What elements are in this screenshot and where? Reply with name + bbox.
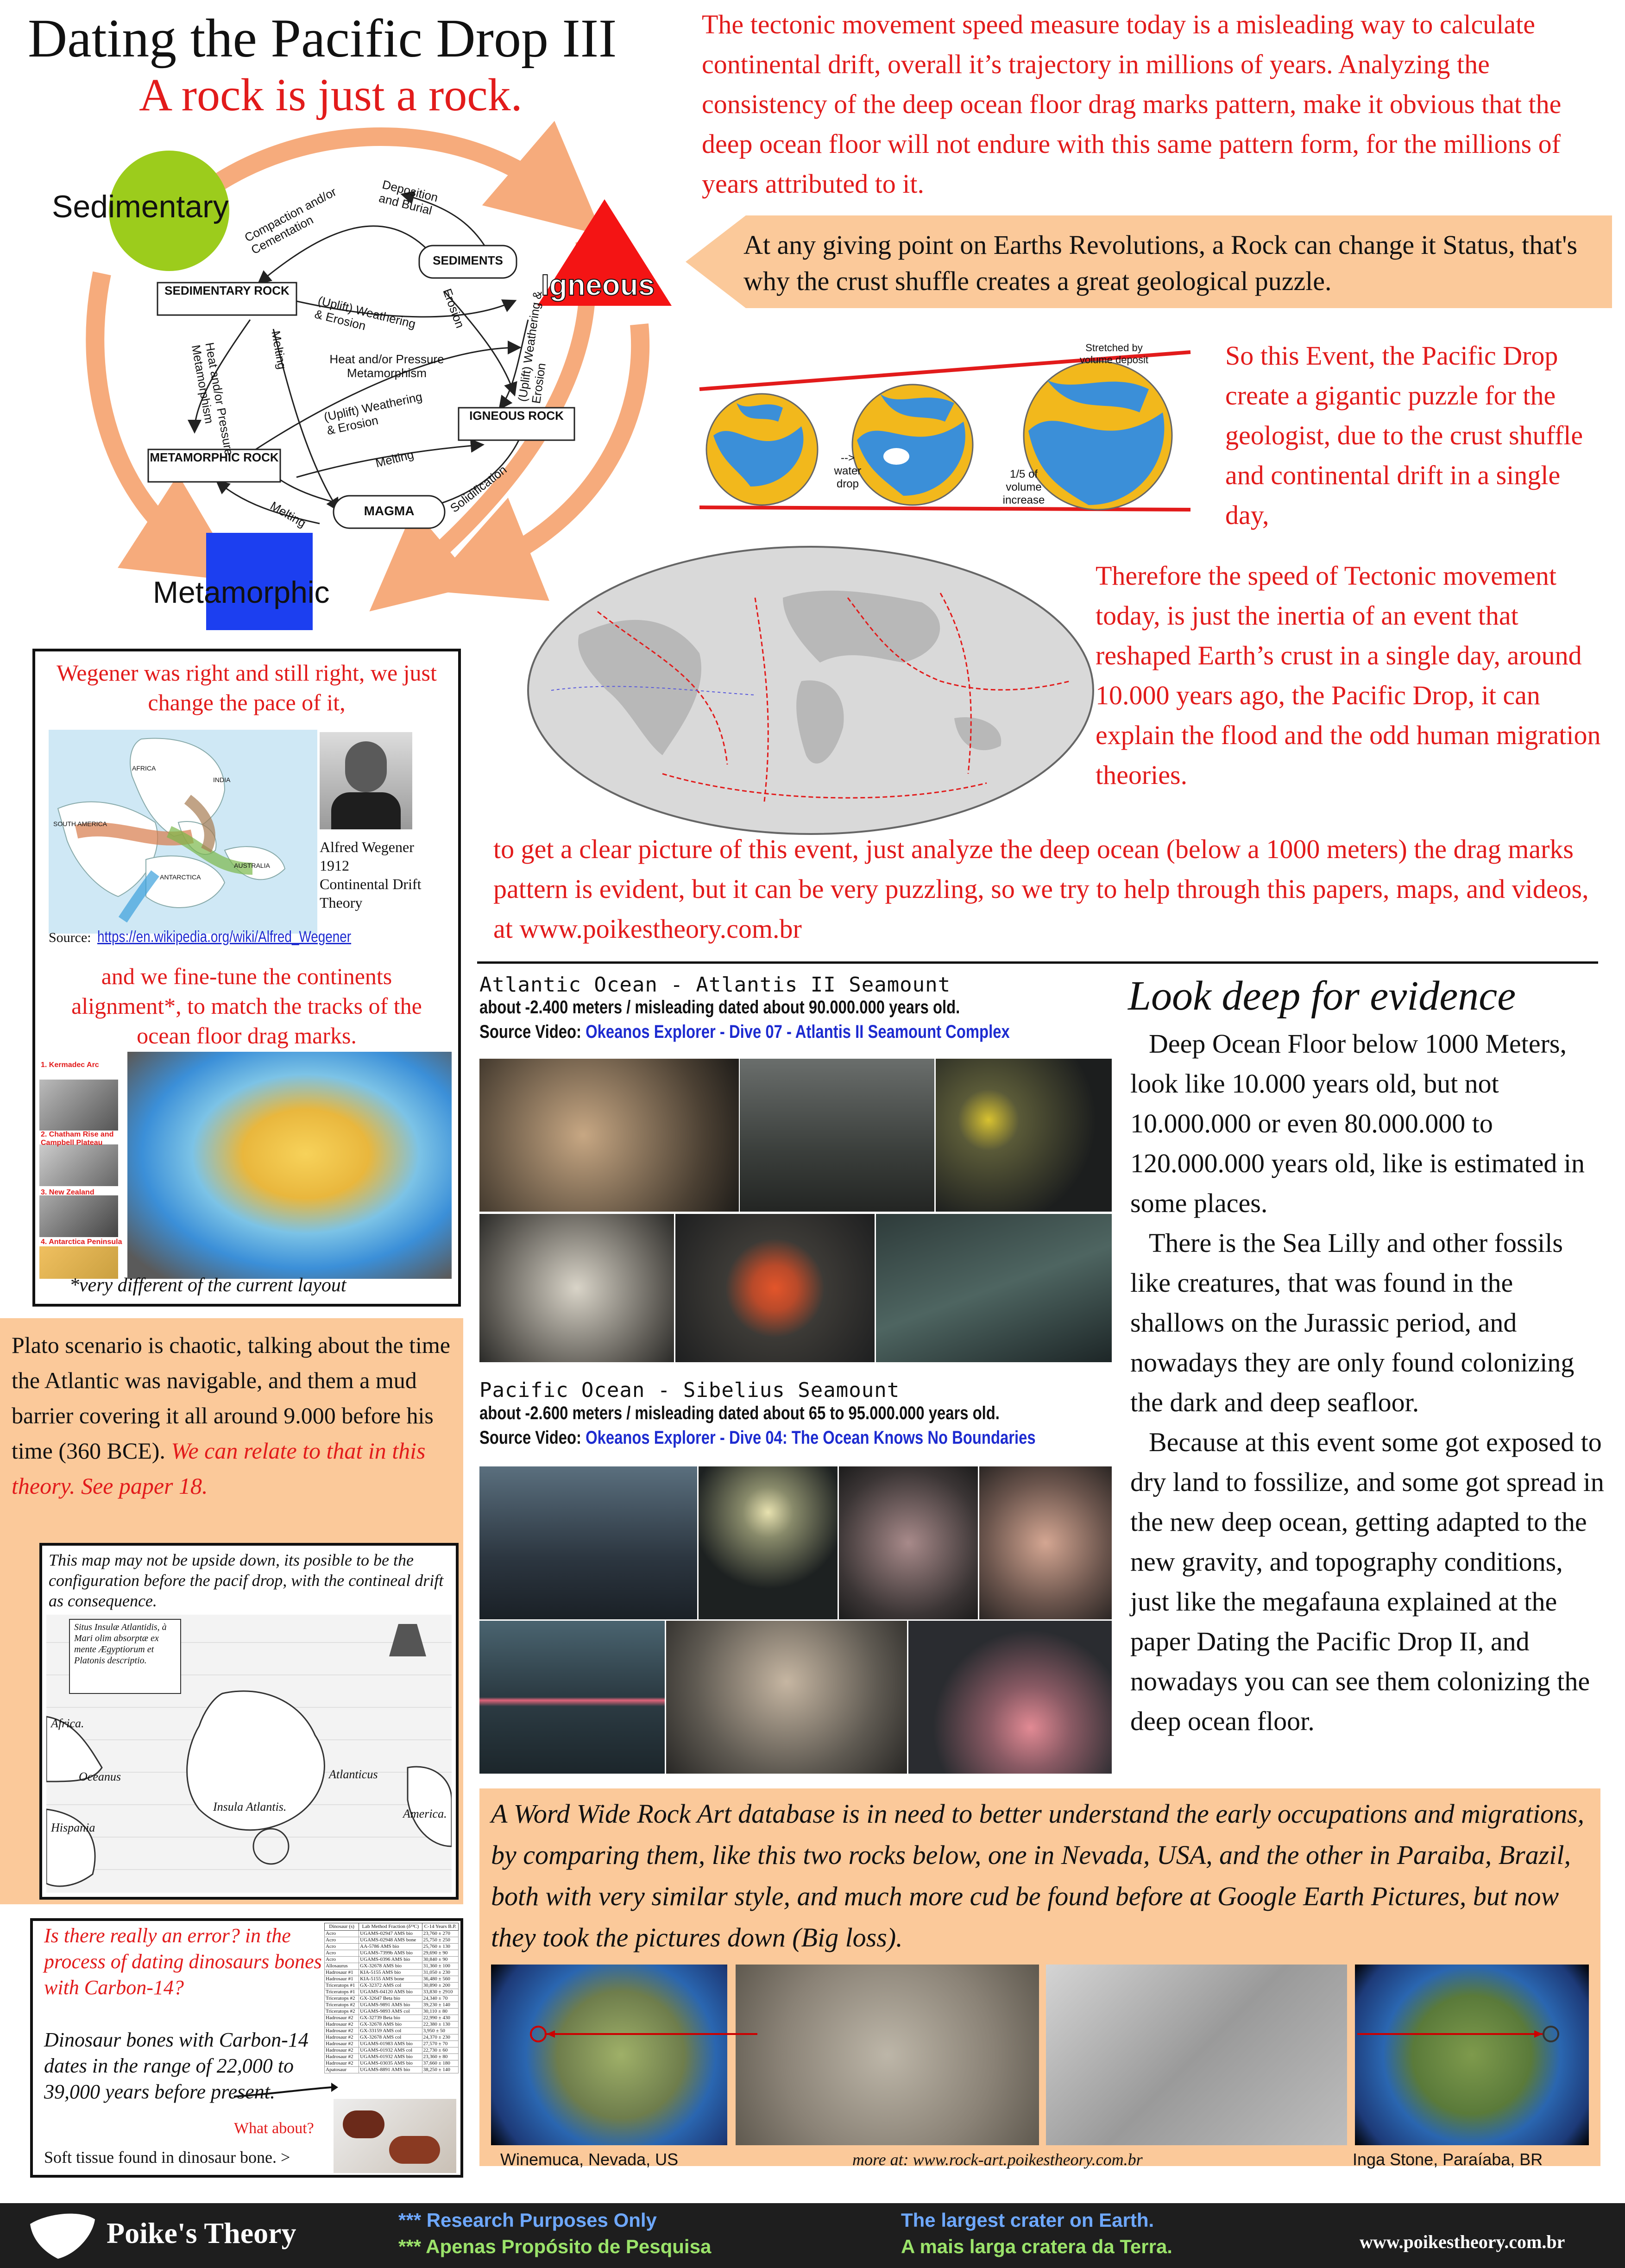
carbon-table-cell: UGAMS-9891 AMS bio [359, 2002, 422, 2009]
carbon-table-cell: GX-32647 Beta bio [359, 1996, 422, 2002]
pacific-depth: about -2.600 meters / misleading dated about 65 to 95.000.000 years old. [479, 1403, 1000, 1423]
atlantis-map-africa: Africa. [51, 1717, 84, 1730]
carbon-table-header: Lab Method Fraction (δ¹³C) [359, 1923, 422, 1931]
carbon-table-cell: 24,340 ± 70 [422, 1996, 458, 2002]
carbon-table-row [325, 2002, 459, 2009]
atlantic-photo-4 [479, 1214, 674, 1362]
carbon-table-cell: GX-32678 AMS col [359, 2034, 422, 2041]
tectonic-world-map [523, 542, 1098, 839]
carbon-table-cell: 30,890 ± 200 [422, 1983, 458, 1989]
intro-text: The tectonic movement speed measure today is a misleading way to calculate continental drift, overall it’s trajectory in millions of years. Analyzing the consistency of the deep ocean floor drag marks pattern, make it obvious that the deep ocean floor will not endure with this same pattern form, for the millions of years attributed to it. [702, 9, 1562, 199]
soft-tissue-label: Soft tissue found in dinosaur bone. > [44, 2148, 290, 2167]
atlantis-map-oceanus: Oceanus [79, 1770, 121, 1783]
inset-kermadec [39, 1080, 118, 1131]
carbon-table-cell: 25,750 ± 250 [422, 1937, 458, 1944]
atlantic-title: Atlantic Ocean - Atlantis II Seamount [479, 973, 951, 997]
carbon-table-cell: Hadrosaur #2 [325, 2015, 359, 2022]
carbon-table-cell: AA-5786 AMS bio [359, 1944, 422, 1950]
evidence-p2: There is the Sea Lilly and other fossils like creatures, that was found in the shallows on the Jurassic period, and nowadays they are only found colonizing the dark and deep seafloor. [1130, 1228, 1575, 1417]
uplift1-label: (Uplift) Weathering & Erosion [313, 293, 417, 333]
carbon-table-cell: Hadrosaur #2 [325, 2041, 359, 2047]
carbon-table-cell: 39,230 ± 140 [422, 2002, 458, 2009]
clear-picture-text: to get a clear picture of this event, just analyze the deep ocean (below a 1000 meters) the drag marks pattern is evident, but it can be very puzzling, so we try to help through this papers, maps, and videos, at www.poikestheory.com.br [493, 834, 1589, 944]
pangaea-map [49, 730, 317, 934]
cycle-arrow-right [477, 324, 640, 570]
melting3-label: Melting [268, 499, 309, 531]
carbon-table-row [325, 2015, 459, 2022]
wegener-footnote: *very different of the current layout [69, 1275, 346, 1296]
brazil-map [1355, 1965, 1589, 2145]
carbon-table-cell: UGAMS-02947 AMS bio [359, 1931, 422, 1937]
footer-brand: Poike's Theory [107, 2217, 296, 2249]
inset-new-zealand [39, 1195, 118, 1237]
carbon-table-cell: Acro [325, 1957, 359, 1963]
carbon-table-cell: UGAMS-9893 AMS col [359, 2009, 422, 2015]
carbon-table-row [325, 1937, 459, 1944]
carbon-table-cell: Acro [325, 1937, 359, 1944]
atlantic-photo-2 [740, 1059, 934, 1212]
carbon-table [324, 1923, 459, 2073]
carbon-table-cell: Hadrosaur #2 [325, 2047, 359, 2054]
carbon-table-cell: 29,690 ± 90 [422, 1950, 458, 1957]
carbon-table-cell: 22,990 ± 430 [422, 2015, 458, 2022]
carbon-table-cell: Triceratops #2 [325, 1996, 359, 2002]
wegener-heading: Wegener was right and still right, we just change the pace of it, [57, 660, 437, 715]
section-divider [477, 961, 1598, 964]
carbon-table-cell: UGAMS-03035 AMS bio [359, 2060, 422, 2067]
carbon-table-row [325, 1963, 459, 1970]
evidence-p1: Deep Ocean Floor below 1000 Meters, look like 10.000 years old, but not 10.000.000 or even 80.000.000 to 120.000.000 years old, like is estimated in some places. [1130, 1029, 1585, 1218]
pangaea-label-south-america: SOUTH AMERICA [53, 820, 107, 828]
carbon-table-cell: 22,380 ± 130 [422, 2022, 458, 2028]
carbon-table-row [325, 1996, 459, 2002]
carbon-table-cell: UGAMS-04120 AMS bio [359, 1989, 422, 1996]
deposition-label: Deposition and Burial [377, 177, 440, 218]
water-drop-label: --> water drop [834, 452, 862, 490]
carbon-table-cell: 30,110 ± 80 [422, 2009, 458, 2015]
carbon-table-row [325, 2028, 459, 2034]
carbon-table-cell: UGAMS-01932 AMS bio [359, 2054, 422, 2060]
carbon-table-row [325, 1976, 459, 1983]
pangaea-label-africa: AFRICA [132, 764, 156, 772]
brazil-pointer [1357, 2025, 1561, 2043]
carbon-table-cell: Triceratops #1 [325, 1983, 359, 1989]
carbon-table-cell: Hadrosaur #2 [325, 2034, 359, 2041]
pacific-photo-3 [839, 1466, 978, 1619]
uplift3-label: (Uplift) Weathering & Erosion [515, 290, 548, 404]
status-arrow-text: At any giving point on Earths Revolutions, a Rock can change it Status, that's why the crust shuffle creates a great geological puzzle. [743, 230, 1578, 296]
carbon-table-header: Dinosaur (s) [325, 1923, 359, 1931]
atlantis-map-hispania: Hispania [51, 1821, 95, 1834]
carbon-table-row [325, 2067, 459, 2073]
carbon-table-cell: Allosaurus [325, 1963, 359, 1970]
erosion-label: Erosion [440, 286, 467, 330]
carbon-table-cell: 22,730 ± 60 [422, 2047, 458, 2054]
atlantis-map-insula: Insula Atlantis. [213, 1800, 287, 1813]
sediments-box-label: SEDIMENTS [433, 253, 503, 267]
what-about-label: What about? [234, 2120, 314, 2137]
igneous-rock-box-label: IGNEOUS ROCK [469, 409, 564, 423]
carbon-table-header: C-14 Years B.P. [422, 1923, 458, 1931]
carbon-table-cell: Acro [325, 1950, 359, 1957]
pacific-photo-6 [666, 1621, 907, 1774]
inset-chatham [39, 1144, 118, 1186]
inset-label-4: 4. Antarctica Peninsula [41, 1238, 122, 1246]
carbon-table-row [325, 1931, 459, 1937]
carbon-table-cell: UGAMS-0396 AMS bio [359, 1957, 422, 1963]
puzzle-text: So this Event, the Pacific Drop create a gigantic puzzle for the geologist, due to the crust shuffle and continental drift in a single day, [1225, 341, 1583, 530]
evidence-text [1130, 1024, 1607, 1741]
carbon-table-cell: 36,480 ± 560 [422, 1976, 458, 1983]
ocean-floor-map [127, 1052, 452, 1279]
rock-art-caption-mid[interactable]: more at: www.rock-art.poikestheory.com.br [852, 2150, 1143, 2169]
atlantis-map-situs: Situs Insulæ Atlantidis, à Mari olim absorptæ ex mente Ægyptiorum et Platonis descriptio. [74, 1622, 167, 1666]
carbon-table-row [325, 2041, 459, 2047]
carbon-table-row [325, 1944, 459, 1950]
nevada-pointer [528, 2025, 760, 2043]
wegener-source-label: Source: [49, 930, 91, 945]
carbon-table-cell: 31,050 ± 230 [422, 1970, 458, 1976]
atlantic-photo-3 [936, 1059, 1112, 1212]
carbon-table-cell: KIA-5155 AMS bio [359, 1970, 422, 1976]
carbon-table-cell: GX-33159 AMS col [359, 2028, 422, 2034]
magma-box-label: MAGMA [364, 504, 415, 518]
footer-crater-pt: A mais larga cratera da Terra. [901, 2236, 1172, 2257]
carbon-table-cell: KIA-5155 AMS bone [359, 1976, 422, 1983]
atlantic-photo-6 [876, 1214, 1112, 1362]
carbon-table-cell: 38,250 ± 140 [422, 2067, 458, 2073]
carbon-table-cell: 30,840 ± 90 [422, 1957, 458, 1963]
soft-tissue-arrow [232, 2076, 338, 2104]
carbon-table-row [325, 2009, 459, 2015]
carbon-table-row [325, 2060, 459, 2067]
carbon-table-cell: 24,370 ± 230 [422, 2034, 458, 2041]
heat-pressure2-label: Heat and/or Pressure Metamorphism [189, 341, 236, 457]
carbon-table-cell: 25,760 ± 130 [422, 1944, 458, 1950]
atlantic-source [479, 1022, 1010, 1042]
carbon-table-row [325, 1989, 459, 1996]
carbon-question: Is there really an error? in the process of dating dinosaurs bones with Carbon-14? [44, 1924, 322, 1999]
rock-art-text: A Word Wide Rock Art database is in need to better understand the early occupations and migrations, by comparing them, like this two rocks below, one in Nevada, USA, and the other in Paraiba, Brazil, both with very similar style, and much more cud be found before at Google Earth Pictures, but now they took the pictures down (Big loss). [491, 1799, 1585, 1952]
wegener-caption-name: Alfred Wegener [320, 839, 414, 855]
atlantis-map-note: This map may not be upside down, its posible to be the configuration before the pacif drop, with the contineal drift as consequence. [49, 1551, 444, 1610]
pacific-photo-5 [479, 1621, 665, 1774]
metamorphic-label: Metamorphic [153, 575, 330, 609]
carbon-table-row [325, 1970, 459, 1976]
evidence-heading: Look deep for evidence [1128, 973, 1516, 1019]
footer-research-en: *** Research Purposes Only [398, 2209, 657, 2231]
carbon-table-cell: Acro [325, 1931, 359, 1937]
carbon-table-row [325, 1983, 459, 1989]
carbon-table-cell: Hadrosaur #2 [325, 2028, 359, 2034]
page-title: Dating the Pacific Drop III [28, 8, 617, 69]
carbon-table-cell: Triceratops #1 [325, 1989, 359, 1996]
cycle-arrow-top [195, 137, 561, 199]
uplift2-label: (Uplift) Weathering & Erosion [322, 389, 424, 438]
carbon-table-cell: UGAMS-8891 AMS bio [359, 2067, 422, 2073]
carbon-table-cell: GX-32678 AMS bio [359, 2022, 422, 2028]
nevada-map [491, 1965, 727, 2145]
carbon-table-row [325, 2022, 459, 2028]
inset-label-3: 3. New Zealand [41, 1188, 94, 1196]
easter-island-logo [25, 2210, 100, 2261]
carbon-table-cell: Hadrosaur #2 [325, 2060, 359, 2067]
carbon-table-cell: Triceratops #2 [325, 2009, 359, 2015]
carbon-table-cell: 33,830 ± 2910 [422, 1989, 458, 1996]
atlantic-source-link[interactable]: Okeanos Explorer - Dive 07 - Atlantis II Seamount Complex [586, 1022, 1010, 1042]
carbon-table-cell: Hadrosaur #2 [325, 2022, 359, 2028]
wegener-caption-theory: Continental Drift Theory [320, 876, 422, 911]
footer-research-pt: *** Apenas Propósito de Pesquisa [398, 2236, 712, 2257]
compaction-label: Compaction and/or Cementation [242, 184, 339, 257]
inga-stone-photo [1046, 1965, 1347, 2145]
igneous-label: Igneous [541, 268, 655, 302]
solidification-label: Solidification [447, 462, 510, 515]
pacific-photo-7 [908, 1621, 1112, 1774]
page-subtitle: A rock is just a rock. [139, 69, 523, 120]
evidence-p3: Because at this event some got exposed to dry land to fossilize, and some got spread in the new deep ocean, getting adapted to the new gravity, and topography conditions, just like the megafauna explained at the paper Dating the Pacific Drop II, and nowadays you can see them colonizing the deep ocean floor. [1130, 1427, 1604, 1736]
atlantic-photo-1 [479, 1059, 739, 1212]
carbon-table-cell: UGAMS-7399b AMS bio [359, 1950, 422, 1957]
carbon-table-cell: GX-32678 AMS bio [359, 1963, 422, 1970]
atlantis-map-atlanticus: Atlanticus [329, 1768, 378, 1781]
carbon-table-row [325, 2047, 459, 2054]
carbon-table-row [325, 1950, 459, 1957]
wegener-portrait [320, 732, 412, 829]
pacific-photo-1 [479, 1466, 697, 1619]
wegener-source-link[interactable]: https://en.wikipedia.org/wiki/Alfred_Wegener [97, 928, 352, 946]
footer-crater-en: The largest crater on Earth. [901, 2209, 1154, 2231]
melting2-label: Melting [374, 447, 416, 470]
carbon-table-cell: 23,360 ± 80 [422, 2054, 458, 2060]
carbon-table-cell: Apatosaur [325, 2067, 359, 2073]
pacific-source [479, 1428, 1036, 1448]
carbon-answer: Dinosaur bones with Carbon-14 dates in the range of 22,000 to 39,000 years before present. [44, 2028, 309, 2103]
carbon-table-cell: UGAMS-01932 AMS col [359, 2047, 422, 2054]
carbon-table-cell: GX-32739 Beta bio [359, 2015, 422, 2022]
carbon-table-cell: Hadrosaur #1 [325, 1970, 359, 1976]
carbon-table-cell: 27,570 ± 70 [422, 2041, 458, 2047]
plato-text [12, 1327, 452, 1504]
carbon-table-cell: UGAMS-01983 AMS bio [359, 2041, 422, 2047]
fine-tune-text: and we fine-tune the continents alignment*, to match the tracks of the ocean floor drag marks. [71, 963, 422, 1049]
carbon-table-cell: 3,950 ± 50 [422, 2028, 458, 2034]
inset-label-1: 1. Kermadec Arc [41, 1061, 99, 1069]
plato-text-relate: We can relate to that in this theory. See paper 18. [12, 1438, 426, 1499]
carbon-table-cell: UGAMS-02948 AMS bone [359, 1937, 422, 1944]
inset-label-2: 2. Chatham Rise and Campbell Plateau [41, 1131, 114, 1147]
stretched-label: Stretched by volume deposit [1080, 342, 1148, 366]
footer-website[interactable]: www.poikestheory.com.br [1360, 2231, 1565, 2252]
sedimentary-rock-box-label: SEDIMENTARY ROCK [164, 284, 290, 297]
metamorphic-rock-box-label: METAMORPHIC ROCK [150, 450, 279, 464]
pangaea-label-australia: AUSTRALIA [234, 862, 270, 869]
pangaea-label-india: INDIA [213, 776, 231, 783]
nevada-rock-art-photo [736, 1965, 1039, 2145]
carbon-table-cell: 37,660 ± 180 [422, 2060, 458, 2067]
pangaea-label-antarctica: ANTARCTICA [160, 873, 201, 881]
atlantis-map-america: America. [403, 1807, 447, 1820]
pacific-source-link[interactable]: Okeanos Explorer - Dive 04: The Ocean Knows No Boundaries [586, 1428, 1036, 1448]
carbon-table-cell: GX-32372 AMS col [359, 1983, 422, 1989]
pacific-source-label: Source Video: [479, 1428, 581, 1448]
carbon-table-cell: Hadrosaur #1 [325, 1976, 359, 1983]
wegener-caption-year: 1912 [320, 857, 349, 874]
carbon-table-cell: 31,360 ± 100 [422, 1963, 458, 1970]
carbon-table-row [325, 2034, 459, 2041]
melting1-label: Melting [269, 329, 290, 371]
therefore-text: Therefore the speed of Tectonic movement today, is just the inertia of an event that reshaped Earth’s crust in a single day, around 10.000 years ago, the Pacific Drop, it can explain the flood and the odd human migration theories. [1096, 561, 1601, 790]
carbon-table-cell: Triceratops #2 [325, 2002, 359, 2009]
plato-text-main: Plato scenario is chaotic, talking about the time the Atlantic was navigable, and them a mud barrier covering it all around 9.000 before his time (360 BCE). [12, 1332, 450, 1464]
carbon-table-cell: Hadrosaur #2 [325, 2054, 359, 2060]
soft-tissue-photo [334, 2099, 456, 2173]
pacific-photo-2 [699, 1466, 838, 1619]
pacific-photo-4 [979, 1466, 1112, 1619]
carbon-table-row [325, 2054, 459, 2060]
rock-art-caption-left: Winemuca, Nevada, US [500, 2150, 679, 2169]
carbon-table-cell: 23,760 ± 270 [422, 1931, 458, 1937]
heat-pressure-label: Heat and/or Pressure Metamorphism [329, 352, 444, 380]
carbon-table-row [325, 1957, 459, 1963]
atlantic-source-label: Source Video: [479, 1022, 581, 1042]
carbon-table-cell: Acro [325, 1944, 359, 1950]
rock-art-caption-right: Inga Stone, Paraíaba, BR [1353, 2150, 1543, 2169]
atlantic-depth: about -2.400 meters / misleading dated about 90.000.000 years old. [479, 997, 960, 1017]
volume-label: 1/5 of volume increase [1002, 468, 1045, 506]
pacific-title: Pacific Ocean - Sibelius Seamount [479, 1378, 900, 1402]
sedimentary-label: Sedimentary [52, 189, 229, 224]
atlantic-starfish-photo [675, 1214, 875, 1362]
